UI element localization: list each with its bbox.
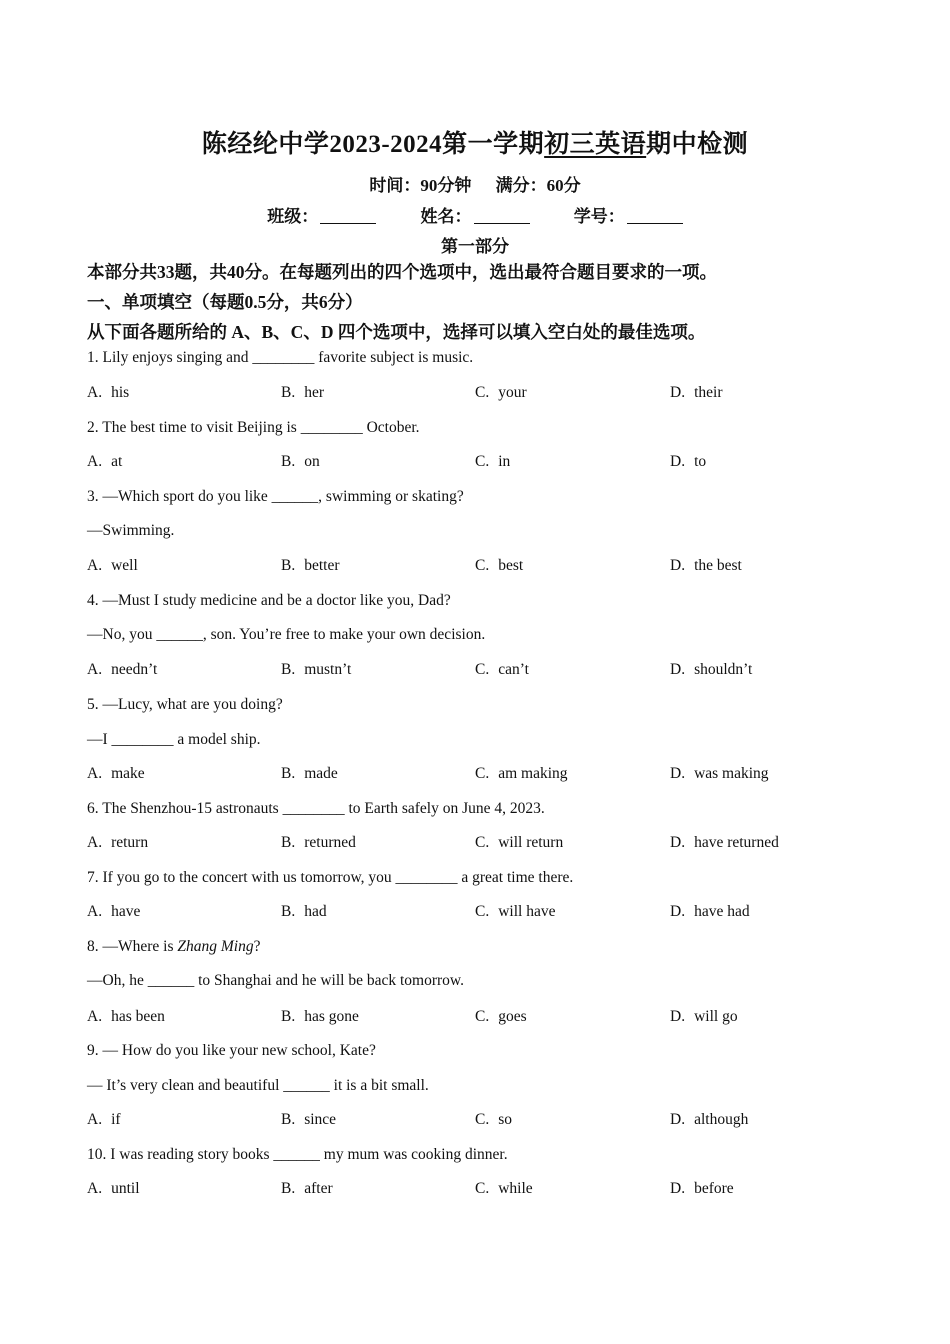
question-3-options: [87, 557, 887, 579]
question-5-stem: 5. —Lucy, what are you doing?: [87, 696, 283, 713]
question-2-options: [87, 453, 887, 475]
option-c[interactable]: C. best: [475, 557, 524, 574]
option-b[interactable]: B. better: [281, 557, 340, 574]
section-instruction: 从下面各题所给的 A、B、C、D 四个选项中，选择可以填入空白处的最佳选项。: [87, 322, 706, 342]
name-field: [421, 202, 530, 227]
question-4-options: [87, 661, 887, 683]
option-a[interactable]: A. return: [87, 834, 149, 851]
option-c[interactable]: C. can’t: [475, 661, 529, 678]
option-a[interactable]: A. make: [87, 765, 145, 782]
exam-time: 时间：90分钟: [369, 176, 472, 195]
part-title: 第一部分: [441, 237, 509, 256]
option-b[interactable]: B. made: [281, 765, 338, 782]
option-a[interactable]: A. at: [87, 453, 123, 470]
option-d[interactable]: D. was making: [670, 765, 769, 782]
exam-title: [0, 124, 950, 160]
question-9-options: [87, 1111, 887, 1133]
person-name: Zhang Ming: [177, 938, 254, 955]
id-label: 学号：: [573, 207, 625, 226]
option-b[interactable]: B. mustn’t: [281, 661, 352, 678]
question-10-options: [87, 1180, 887, 1202]
title-exam-type: 期中检测: [646, 131, 749, 158]
option-c[interactable]: C. will return: [475, 834, 564, 851]
question-10-stem: 10. I was reading story books ______ my mum was cooking dinner.: [87, 1146, 508, 1163]
question-5-reply: —I ________ a model ship.: [87, 731, 261, 748]
question-6-options: [87, 834, 887, 856]
option-c[interactable]: C. will have: [475, 903, 556, 920]
question-7-stem: 7. If you go to the concert with us tomorrow, you ________ a great time there.: [87, 869, 574, 886]
student-info-fields: [0, 202, 950, 227]
question-6-stem: 6. The Shenzhou-15 astronauts ________ to Earth safely on June 4, 2023.: [87, 800, 545, 817]
option-b[interactable]: B. had: [281, 903, 327, 920]
option-d[interactable]: D. to: [670, 453, 707, 470]
option-a[interactable]: A. if: [87, 1111, 121, 1128]
option-d[interactable]: D. their: [670, 384, 723, 401]
question-4-stem: 4. —Must I study medicine and be a doctor like you, Dad?: [87, 592, 451, 609]
option-d[interactable]: D. although: [670, 1111, 749, 1128]
option-d[interactable]: D. before: [670, 1180, 734, 1197]
option-a[interactable]: A. has been: [87, 1008, 165, 1025]
question-1-stem: 1. Lily enjoys singing and ________ favorite subject is music.: [87, 349, 474, 366]
option-b[interactable]: B. since: [281, 1111, 337, 1128]
option-c[interactable]: C. so: [475, 1111, 513, 1128]
option-c[interactable]: C. your: [475, 384, 527, 401]
option-d[interactable]: D. the best: [670, 557, 742, 574]
option-d[interactable]: D. have returned: [670, 834, 779, 851]
question-7-options: [87, 903, 887, 925]
question-4-reply: —No, you ______, son. You’re free to make your own decision.: [87, 626, 486, 643]
option-b[interactable]: B. her: [281, 384, 325, 401]
question-8-stem: 8. —Where is Zhang Ming?: [87, 938, 261, 955]
question-2-stem: 2. The best time to visit Beijing is ________ October.: [87, 419, 420, 436]
class-label: 班级：: [267, 207, 319, 226]
class-blank[interactable]: [320, 223, 376, 224]
part-instruction: 本部分共33题，共40分。在每题列出的四个选项中，选出最符合题目要求的一项。: [87, 262, 717, 282]
name-label: 姓名：: [420, 207, 472, 226]
question-5-options: [87, 765, 887, 787]
option-c[interactable]: C. in: [475, 453, 511, 470]
id-blank[interactable]: [627, 223, 683, 224]
option-a[interactable]: A. have: [87, 903, 141, 920]
option-b[interactable]: B. returned: [281, 834, 356, 851]
option-a[interactable]: A. needn’t: [87, 661, 158, 678]
option-b[interactable]: B. on: [281, 453, 320, 470]
name-blank[interactable]: [474, 223, 530, 224]
question-9-reply: — It’s very clean and beautiful ______ it is a bit small.: [87, 1077, 429, 1094]
section-title: 一、单项填空（每题0.5分，共6分）: [87, 292, 363, 312]
option-c[interactable]: C. goes: [475, 1008, 527, 1025]
exam-full-score: 满分：60分: [495, 176, 581, 195]
question-8-reply: —Oh, he ______ to Shanghai and he will be back tomorrow.: [87, 972, 464, 989]
title-subject: 初三英语: [544, 131, 647, 158]
option-a[interactable]: A. his: [87, 384, 130, 401]
class-field: [267, 202, 376, 227]
option-a[interactable]: A. well: [87, 557, 138, 574]
question-3-reply: —Swimming.: [87, 522, 175, 539]
option-d[interactable]: D. have had: [670, 903, 750, 920]
option-c[interactable]: C. while: [475, 1180, 533, 1197]
question-1-options: [87, 384, 887, 406]
option-b[interactable]: B. has gone: [281, 1008, 359, 1025]
exam-meta: [0, 171, 950, 196]
option-d[interactable]: D. shouldn’t: [670, 661, 753, 678]
option-b[interactable]: B. after: [281, 1180, 333, 1197]
title-school-term: 陈经纶中学2023-2024第一学期: [201, 131, 545, 158]
option-d[interactable]: D. will go: [670, 1008, 738, 1025]
student-id-field: [574, 202, 683, 227]
question-3-stem: 3. —Which sport do you like ______, swimming or skating?: [87, 488, 464, 505]
question-8-options: [87, 1008, 887, 1030]
option-c[interactable]: C. am making: [475, 765, 568, 782]
option-a[interactable]: A. until: [87, 1180, 140, 1197]
question-9-stem: 9. — How do you like your new school, Kate?: [87, 1042, 376, 1059]
